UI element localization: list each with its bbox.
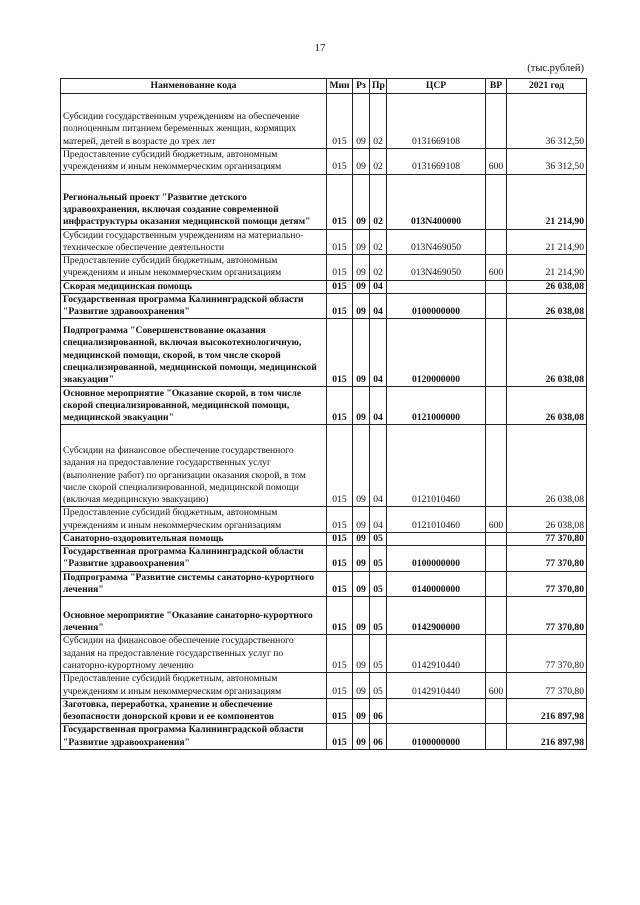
row-csr-cell: 0140000000 <box>387 571 486 597</box>
table-row <box>61 280 587 293</box>
row-rz-cell: 09 <box>353 229 370 255</box>
row-vr-cell <box>486 597 507 635</box>
row-vr-cell: 600 <box>486 149 507 175</box>
row-csr-cell: 0121000000 <box>387 387 486 425</box>
row-csr-cell: 0131669108 <box>387 149 486 175</box>
row-min-cell: 015 <box>327 425 353 507</box>
row-csr-cell: 013N469050 <box>387 229 486 255</box>
table-row <box>61 94 587 149</box>
row-pr-cell: 06 <box>370 698 387 724</box>
row-pr-cell: 02 <box>370 174 387 229</box>
row-csr-cell: 0142900000 <box>387 597 486 635</box>
table-row <box>61 724 587 750</box>
row-name-cell: Предоставление субсидий бюджетным, автономным учреждениям и иным некоммерческим организациям <box>61 673 327 699</box>
row-csr-cell: 0131669108 <box>387 94 486 149</box>
row-vr-cell <box>486 635 507 673</box>
row-pr-cell: 02 <box>370 229 387 255</box>
row-name-cell: Предоставление субсидий бюджетным, автономным учреждениям и иным некоммерческим организациям <box>61 507 327 533</box>
row-pr-cell: 02 <box>370 149 387 175</box>
row-rz-cell: 09 <box>353 94 370 149</box>
row-name-cell: Основное мероприятие "Оказание скорой, в том числе скорой специализированной, медицинской помощи, медицинской эвакуации" <box>61 387 327 425</box>
table-row <box>61 532 587 545</box>
row-amount-cell: 26 038,08 <box>507 280 587 293</box>
row-min-cell: 015 <box>327 507 353 533</box>
row-vr-cell: 600 <box>486 673 507 699</box>
column-header-rz: Рз <box>353 79 370 94</box>
row-rz-cell: 09 <box>353 532 370 545</box>
column-header-year: 2021 год <box>507 79 587 94</box>
row-rz-cell: 09 <box>353 673 370 699</box>
row-name-cell: Основное мероприятие "Оказание санаторно-курортного лечения" <box>61 597 327 635</box>
row-amount-cell: 21 214,90 <box>507 255 587 281</box>
row-csr-cell: 0100000000 <box>387 724 486 750</box>
row-csr-cell <box>387 280 486 293</box>
table-row <box>61 174 587 229</box>
row-min-cell: 015 <box>327 293 353 319</box>
row-amount-cell: 77 370,80 <box>507 546 587 572</box>
row-vr-cell <box>486 280 507 293</box>
row-name-cell: Заготовка, переработка, хранение и обеспечение безопасности донорской крови и ее компонентов <box>61 698 327 724</box>
table-row <box>61 635 587 673</box>
table-header-row <box>61 79 587 94</box>
row-amount-cell: 26 038,08 <box>507 293 587 319</box>
row-amount-cell: 77 370,80 <box>507 571 587 597</box>
table-row <box>61 149 587 175</box>
row-rz-cell: 09 <box>353 174 370 229</box>
row-vr-cell <box>486 174 507 229</box>
page-number: 17 <box>314 42 326 54</box>
row-vr-cell <box>486 293 507 319</box>
row-pr-cell: 02 <box>370 94 387 149</box>
row-amount-cell: 26 038,08 <box>507 507 587 533</box>
row-rz-cell: 09 <box>353 597 370 635</box>
row-amount-cell: 77 370,80 <box>507 635 587 673</box>
row-min-cell: 015 <box>327 673 353 699</box>
row-vr-cell <box>486 546 507 572</box>
row-rz-cell: 09 <box>353 571 370 597</box>
row-min-cell: 015 <box>327 174 353 229</box>
row-pr-cell: 05 <box>370 673 387 699</box>
row-name-cell: Санаторно-оздоровительная помощь <box>61 532 327 545</box>
row-vr-cell: 600 <box>486 507 507 533</box>
row-csr-cell <box>387 698 486 724</box>
row-name-cell: Подпрограмма "Развитие системы санаторно-курортного лечения" <box>61 571 327 597</box>
row-rz-cell: 09 <box>353 280 370 293</box>
row-name-cell: Государственная программа Калининградской области "Развитие здравоохранения" <box>61 546 327 572</box>
row-vr-cell <box>486 229 507 255</box>
row-amount-cell: 26 038,08 <box>507 387 587 425</box>
row-min-cell: 015 <box>327 229 353 255</box>
row-min-cell: 015 <box>327 698 353 724</box>
row-min-cell: 015 <box>327 571 353 597</box>
table-row <box>61 698 587 724</box>
row-csr-cell: 0120000000 <box>387 319 486 387</box>
column-header-csr: ЦСР <box>387 79 486 94</box>
table-row <box>61 507 587 533</box>
row-rz-cell: 09 <box>353 507 370 533</box>
row-vr-cell <box>486 94 507 149</box>
row-vr-cell: 600 <box>486 255 507 281</box>
row-csr-cell <box>387 532 486 545</box>
column-header-min: Мин <box>327 79 353 94</box>
row-min-cell: 015 <box>327 546 353 572</box>
row-csr-cell: 0100000000 <box>387 546 486 572</box>
row-amount-cell: 36 312,50 <box>507 94 587 149</box>
row-name-cell: Предоставление субсидий бюджетным, автономным учреждениям и иным некоммерческим организациям <box>61 255 327 281</box>
row-pr-cell: 04 <box>370 425 387 507</box>
row-csr-cell: 0142910440 <box>387 635 486 673</box>
row-amount-cell: 21 214,90 <box>507 174 587 229</box>
row-vr-cell <box>486 532 507 545</box>
row-name-cell: Подпрограмма "Совершенствование оказания специализированной, включая высокотехнологичную, медицинской помощи, скорой, в том числе скорой специализированной, медицинской помощи, медицинской эвакуации" <box>61 319 327 387</box>
table-row <box>61 425 587 507</box>
row-amount-cell: 26 038,08 <box>507 425 587 507</box>
row-rz-cell: 09 <box>353 149 370 175</box>
row-min-cell: 015 <box>327 280 353 293</box>
row-csr-cell: 0142910440 <box>387 673 486 699</box>
row-csr-cell: 013N469050 <box>387 255 486 281</box>
row-amount-cell: 77 370,80 <box>507 597 587 635</box>
row-pr-cell: 04 <box>370 319 387 387</box>
row-rz-cell: 09 <box>353 387 370 425</box>
table-row <box>61 571 587 597</box>
row-name-cell: Предоставление субсидий бюджетным, автономным учреждениям и иным некоммерческим организациям <box>61 149 327 175</box>
row-name-cell: Субсидии на финансовое обеспечение государственного задания на предоставление государственных услуг по санаторно-курортному лечению <box>61 635 327 673</box>
row-pr-cell: 02 <box>370 255 387 281</box>
table-row <box>61 255 587 281</box>
row-min-cell: 015 <box>327 319 353 387</box>
row-name-cell: Субсидии на финансовое обеспечение государственного задания на предоставление государственных услуг (выполнение работ) по организации оказания скорой, в том числе скорой специализированной, медицинской помощи (включая медицинскую эвакуацию) <box>61 425 327 507</box>
row-csr-cell: 0121010460 <box>387 507 486 533</box>
row-pr-cell: 05 <box>370 597 387 635</box>
row-min-cell: 015 <box>327 149 353 175</box>
row-pr-cell: 04 <box>370 280 387 293</box>
units-label: (тыс.рублей) <box>527 63 584 74</box>
row-min-cell: 015 <box>327 724 353 750</box>
table-row <box>61 293 587 319</box>
row-vr-cell <box>486 698 507 724</box>
row-amount-cell: 21 214,90 <box>507 229 587 255</box>
column-header-pr: Пр <box>370 79 387 94</box>
row-rz-cell: 09 <box>353 425 370 507</box>
row-pr-cell: 05 <box>370 546 387 572</box>
row-rz-cell: 09 <box>353 698 370 724</box>
table-row <box>61 229 587 255</box>
row-name-cell: Государственная программа Калининградской области "Развитие здравоохранения" <box>61 293 327 319</box>
row-min-cell: 015 <box>327 94 353 149</box>
row-csr-cell: 013N400000 <box>387 174 486 229</box>
row-pr-cell: 05 <box>370 635 387 673</box>
row-csr-cell: 0121010460 <box>387 425 486 507</box>
table-row <box>61 597 587 635</box>
row-rz-cell: 09 <box>353 255 370 281</box>
row-min-cell: 015 <box>327 597 353 635</box>
row-csr-cell: 0100000000 <box>387 293 486 319</box>
row-pr-cell: 04 <box>370 507 387 533</box>
row-pr-cell: 05 <box>370 571 387 597</box>
row-amount-cell: 77 370,80 <box>507 532 587 545</box>
row-vr-cell <box>486 571 507 597</box>
row-min-cell: 015 <box>327 255 353 281</box>
row-rz-cell: 09 <box>353 635 370 673</box>
row-amount-cell: 26 038,08 <box>507 319 587 387</box>
row-amount-cell: 216 897,98 <box>507 724 587 750</box>
row-vr-cell <box>486 319 507 387</box>
row-min-cell: 015 <box>327 387 353 425</box>
row-vr-cell <box>486 387 507 425</box>
row-vr-cell <box>486 425 507 507</box>
row-amount-cell: 36 312,50 <box>507 149 587 175</box>
row-rz-cell: 09 <box>353 724 370 750</box>
row-min-cell: 015 <box>327 635 353 673</box>
row-min-cell: 015 <box>327 532 353 545</box>
table-row <box>61 673 587 699</box>
table-row <box>61 387 587 425</box>
row-amount-cell: 216 897,98 <box>507 698 587 724</box>
row-amount-cell: 77 370,80 <box>507 673 587 699</box>
column-header-vr: ВР <box>486 79 507 94</box>
row-name-cell: Субсидии государственным учреждениям на материально-техническое обеспечение деятельности <box>61 229 327 255</box>
row-name-cell: Скорая медицинская помощь <box>61 280 327 293</box>
row-rz-cell: 09 <box>353 319 370 387</box>
row-name-cell: Региональный проект "Развитие детского здравоохранения, включая создание современной инфраструктуры оказания медицинской помощи детям" <box>61 174 327 229</box>
row-vr-cell <box>486 724 507 750</box>
budget-table <box>60 78 587 750</box>
row-pr-cell: 04 <box>370 387 387 425</box>
row-pr-cell: 04 <box>370 293 387 319</box>
row-name-cell: Субсидии государственным учреждениям на обеспечение полноценным питанием беременных женщин, кормящих матерей, детей в возрасте до трех лет <box>61 94 327 149</box>
table-body <box>61 94 587 750</box>
table-row <box>61 546 587 572</box>
row-rz-cell: 09 <box>353 546 370 572</box>
row-rz-cell: 09 <box>353 293 370 319</box>
row-name-cell: Государственная программа Калининградской области "Развитие здравоохранения" <box>61 724 327 750</box>
table-row <box>61 319 587 387</box>
row-pr-cell: 06 <box>370 724 387 750</box>
column-header-name: Наименование кода <box>61 79 327 94</box>
row-pr-cell: 05 <box>370 532 387 545</box>
